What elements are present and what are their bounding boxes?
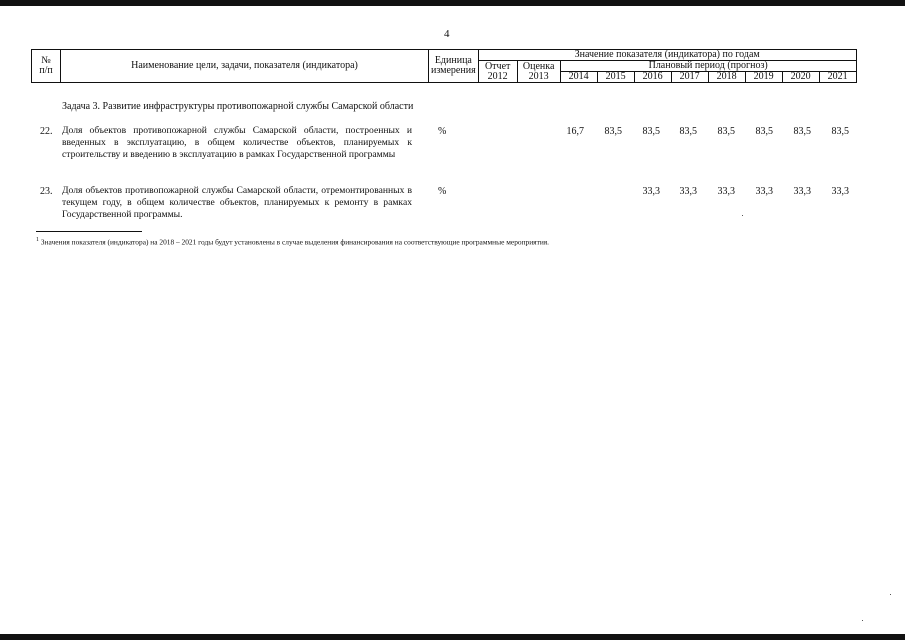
footnote-text: Значения показателя (индикатора) на 2018 – 2021 годы будут установлены в случае выделения финансирования на соответствующие программные мероприятия. [40, 237, 550, 247]
header-year: 2017 [671, 72, 708, 83]
header-unit: Единица измерения [429, 50, 479, 83]
header-year: 2020 [782, 72, 819, 83]
row-name: Доля объектов противопожарной службы Самарской области, построенных и введенных в эксплуатацию, в общем количестве объектов, планируемых к строительству и введению в эксплуатацию в рамках Государственной программы [62, 125, 412, 160]
footnote-separator [36, 231, 142, 232]
row-value: 83,5 [831, 126, 849, 137]
page-number: 4 [444, 28, 450, 40]
header-year: 2015 [597, 72, 634, 83]
row-value: 83,5 [717, 126, 735, 137]
row-value: 33,3 [717, 186, 735, 197]
row-value: 83,5 [679, 126, 697, 137]
row-value: 83,5 [793, 126, 811, 137]
bottom-border [0, 634, 905, 640]
header-value-group: Значение показателя (индикатора) по годам [478, 50, 856, 61]
header-table [31, 49, 857, 83]
row-value: 16,7 [566, 126, 584, 137]
header-year: 2019 [745, 72, 782, 83]
row-value: 33,3 [679, 186, 697, 197]
row-name: Доля объектов противопожарной службы Самарской области, отремонтированных в текущем году, в общем количестве объектов, планируемых к ремонту в рамках Государственной программы. [62, 185, 412, 220]
row-value: 83,5 [642, 126, 660, 137]
top-border [0, 0, 905, 6]
header-year: 2018 [708, 72, 745, 83]
header-year: 2021 [819, 72, 856, 83]
row-unit: % [438, 126, 447, 137]
row-number: 23. [40, 186, 53, 197]
row-value: 83,5 [755, 126, 773, 137]
row-value: 33,3 [642, 186, 660, 197]
footnote-mark: 1 [36, 237, 39, 243]
task-title: Задача 3. Развитие инфраструктуры противопожарной службы Самарской области [62, 101, 414, 112]
header-year: 2014 [560, 72, 597, 83]
scan-speck [742, 215, 743, 216]
footnote [36, 237, 549, 246]
header-estimate: Оценка 2013 [517, 61, 560, 83]
header-plan-period: Плановый период (прогноз) [560, 61, 856, 72]
row-value: 33,3 [755, 186, 773, 197]
header-name: Наименование цели, задачи, показателя (индикатора) [61, 50, 429, 83]
scan-speck [890, 594, 891, 595]
header-report: Отчет 2012 [478, 61, 517, 83]
row-unit: % [438, 186, 447, 197]
header-num: № п/п [32, 50, 61, 83]
scan-speck [862, 620, 863, 621]
row-number: 22. [40, 126, 53, 137]
row-value: 83,5 [604, 126, 622, 137]
row-value: 33,3 [793, 186, 811, 197]
row-value: 33,3 [831, 186, 849, 197]
header-year: 2016 [634, 72, 671, 83]
